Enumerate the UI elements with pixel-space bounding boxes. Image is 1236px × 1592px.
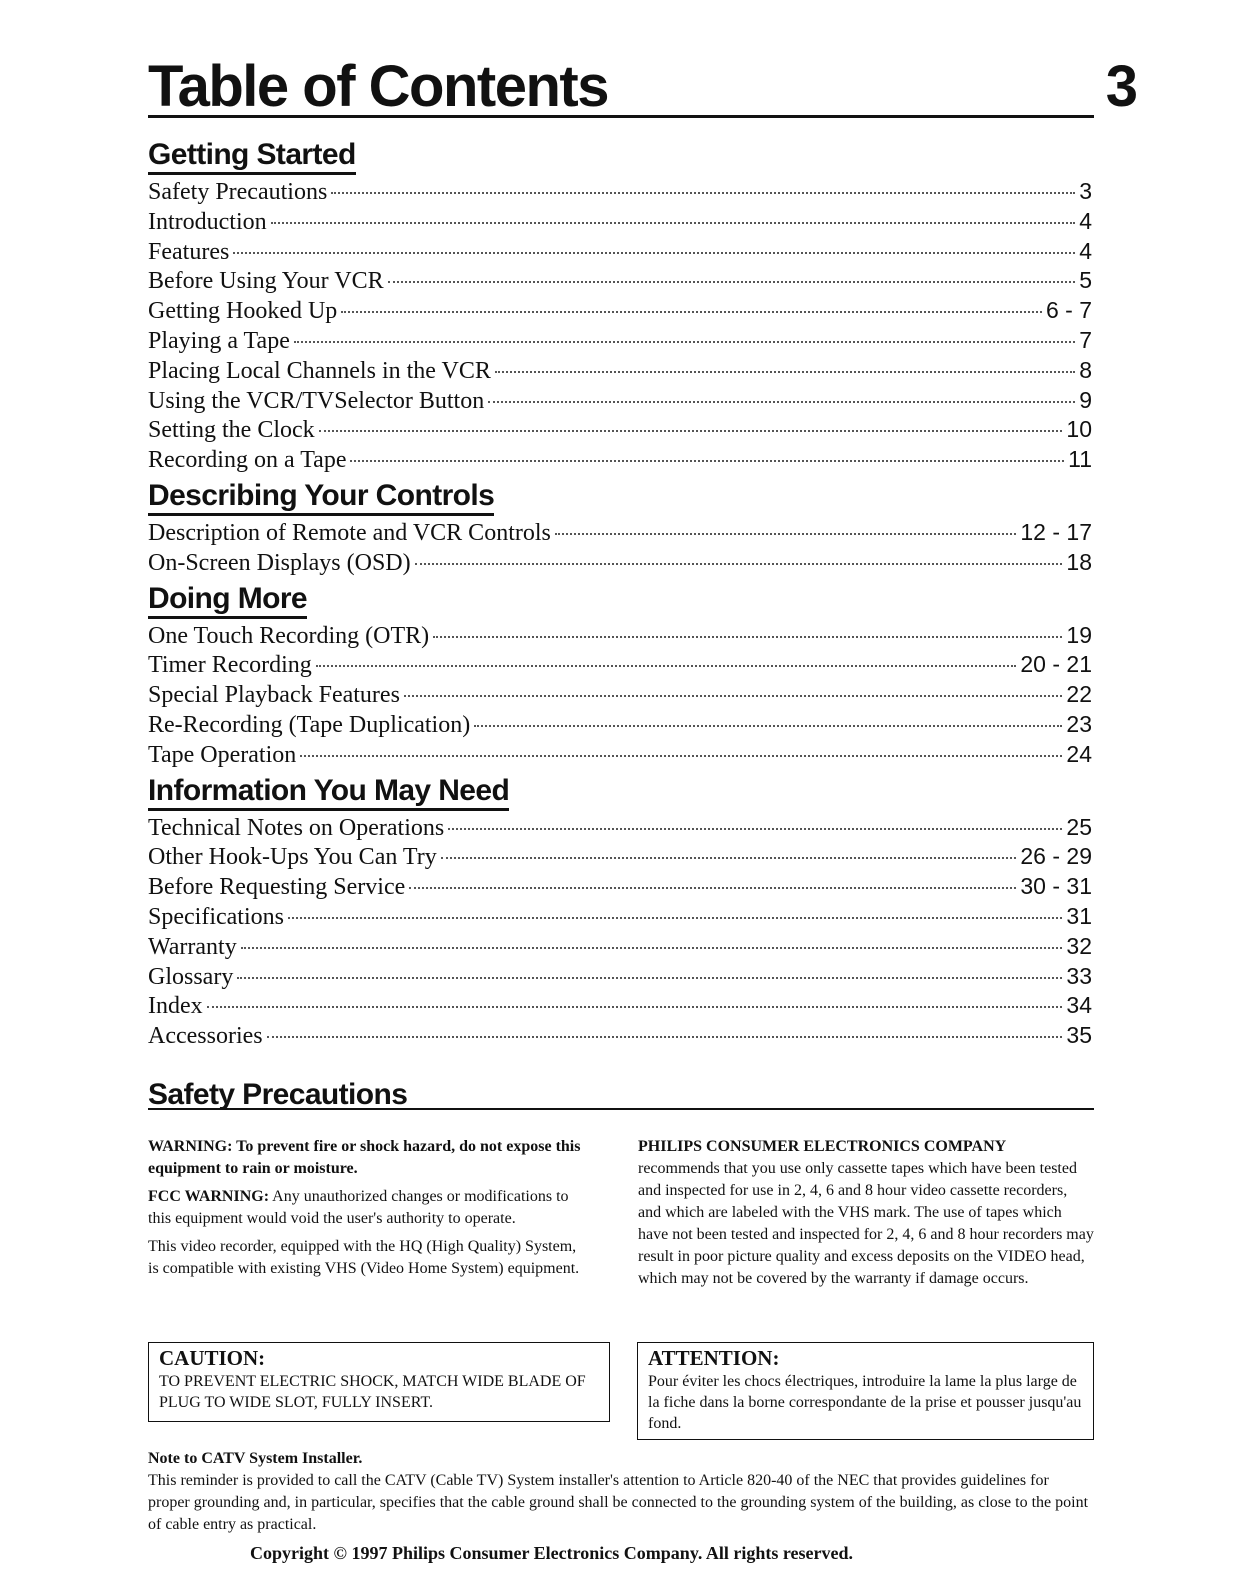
- toc-entry-label: Before Using Your VCR: [148, 268, 384, 295]
- toc-dot-leader: [294, 341, 1075, 343]
- toc-entry-page: 19: [1066, 621, 1092, 648]
- toc-entry-label: Setting the Clock: [148, 417, 315, 444]
- catv-note-text: This reminder is provided to call the CATV (Cable TV) System installer's attention to Article 820-40 of the NEC that provides guidelines for proper grounding and, in particular, specifies that the cable ground shall be connected to the grounding system of the building, as close to the point of cable entry as practical.: [148, 1472, 1089, 1533]
- toc-dot-leader: [319, 430, 1063, 432]
- toc-entry: [148, 813, 1092, 843]
- toc-dot-leader: [555, 533, 1017, 535]
- page-title: Table of Contents: [148, 54, 608, 119]
- toc-entry-label: Using the VCR/TVSelector Button: [148, 387, 485, 414]
- toc-dot-leader: [415, 563, 1063, 565]
- toc-entry: [148, 266, 1092, 296]
- philips-text: recommends that you use only cassette tapes which have been tested and inspected for use in 2, 4, 6 and 8 hour video cassette recorders, and which are labeled with the VHS mark. The use of tapes which have not been tested and inspected for 2, 4, 6 and 8 hour recorders may result in poor picture quality and excess deposits on the VIDEO head, which may not be covered by the warranty if damage occurs.: [638, 1160, 1094, 1287]
- toc-entry: [148, 650, 1092, 680]
- toc-entry-page: 22: [1066, 681, 1092, 708]
- toc-dot-leader: [233, 252, 1075, 254]
- title-rule: [148, 115, 1094, 118]
- toc-entry-page: 4: [1079, 207, 1092, 234]
- toc-entry-label: Specifications: [148, 903, 284, 930]
- fcc-warning-text: Any unauthorized changes or modifications to this equipment would void the user's authority to operate.: [148, 1188, 569, 1227]
- toc-entry-label: Re-Recording (Tape Duplication): [148, 711, 471, 738]
- toc-entry-page: 33: [1066, 962, 1092, 989]
- toc-entry: [148, 548, 1092, 578]
- toc-dot-leader: [316, 665, 1017, 667]
- toc-dot-leader: [331, 192, 1075, 194]
- toc-entry: [148, 680, 1092, 710]
- toc-dot-leader: [448, 828, 1062, 830]
- catv-note: [148, 1448, 1092, 1536]
- toc-entry-label: Tape Operation: [148, 741, 297, 768]
- toc-entry-label: Index: [148, 993, 203, 1020]
- toc-dot-leader: [404, 695, 1062, 697]
- attention-title: ATTENTION:: [648, 1346, 780, 1370]
- toc-entry-label: Introduction: [148, 208, 267, 235]
- safety-heading: Safety Precautions: [148, 1078, 408, 1111]
- toc-entry-page: 32: [1066, 932, 1092, 959]
- toc-dot-leader: [350, 460, 1064, 462]
- toc-entry-label: Warranty: [148, 933, 237, 960]
- toc-entry-page: 26 - 29: [1020, 843, 1092, 870]
- toc-section: [148, 770, 1092, 1051]
- toc-entry-label: Special Playback Features: [148, 682, 400, 709]
- toc-entry-page: 31: [1066, 902, 1092, 929]
- toc-entry-page: 25: [1066, 813, 1092, 840]
- toc-dot-leader: [271, 222, 1076, 224]
- toc-entry-label: Playing a Tape: [148, 327, 290, 354]
- toc-entry: [148, 991, 1092, 1021]
- toc-entry-page: 30 - 31: [1020, 873, 1092, 900]
- toc-list: [148, 621, 1092, 770]
- toc-entry: [148, 1021, 1092, 1051]
- toc-dot-leader: [288, 917, 1062, 919]
- toc-entry: [148, 386, 1092, 416]
- toc-dot-leader: [241, 947, 1063, 949]
- toc-entry: [148, 237, 1092, 267]
- toc-entry: [148, 842, 1092, 872]
- philips-lead: PHILIPS CONSUMER ELECTRONICS COMPANY: [638, 1138, 1007, 1155]
- hq-system-text: This video recorder, equipped with the HQ (High Quality) System, is compatible with existing VHS (Video Home System) equipment.: [148, 1238, 580, 1277]
- toc-entry: [148, 902, 1092, 932]
- toc-entry-label: Other Hook-Ups You Can Try: [148, 844, 437, 871]
- table-of-contents: [148, 134, 1092, 1051]
- toc-dot-leader: [300, 755, 1062, 757]
- attention-text: Pour éviter les chocs électriques, introduire la lame la plus large de la fiche dans la borne correspondante de la prise et pousser jusqu'au fond.: [648, 1373, 1082, 1432]
- toc-section-heading: Describing Your Controls: [148, 479, 494, 516]
- toc-entry-label: Getting Hooked Up: [148, 298, 338, 325]
- toc-entry: [148, 415, 1092, 445]
- toc-entry: [148, 872, 1092, 902]
- toc-dot-leader: [441, 857, 1017, 859]
- toc-entry: [148, 207, 1092, 237]
- toc-list: [148, 813, 1092, 1051]
- toc-entry-label: Features: [148, 238, 230, 265]
- safety-right-column: [638, 1136, 1094, 1290]
- toc-entry: [148, 326, 1092, 356]
- toc-entry: [148, 356, 1092, 386]
- toc-entry-page: 5: [1079, 267, 1092, 294]
- toc-entry-page: 20 - 21: [1020, 651, 1092, 678]
- warning-text: WARNING: To prevent fire or shock hazard, do not expose this equipment to rain or moisture.: [148, 1138, 581, 1177]
- toc-dot-leader: [341, 311, 1042, 313]
- fcc-warning: [148, 1186, 588, 1230]
- toc-entry-label: Placing Local Channels in the VCR: [148, 357, 491, 384]
- toc-entry: [148, 177, 1092, 207]
- toc-entry-page: 9: [1079, 386, 1092, 413]
- toc-section-heading: Information You May Need: [148, 774, 509, 811]
- fcc-warning-lead: FCC WARNING:: [148, 1188, 270, 1205]
- toc-entry-page: 12 - 17: [1020, 518, 1092, 545]
- toc-entry: [148, 740, 1092, 770]
- caution-box: [148, 1342, 610, 1422]
- toc-list: [148, 518, 1092, 578]
- caution-text: TO PREVENT ELECTRIC SHOCK, MATCH WIDE BLADE OF PLUG TO WIDE SLOT, FULLY INSERT.: [159, 1373, 586, 1411]
- toc-entry-page: 10: [1066, 416, 1092, 443]
- toc-entry-page: 6 - 7: [1045, 297, 1092, 324]
- page-number: 3: [1105, 54, 1138, 119]
- caution-title: CAUTION:: [159, 1346, 266, 1370]
- toc-entry-page: 34: [1066, 992, 1092, 1019]
- toc-entry-label: Accessories: [148, 1023, 263, 1050]
- toc-dot-leader: [474, 725, 1062, 727]
- toc-entry: [148, 621, 1092, 651]
- toc-entry-page: 11: [1068, 446, 1092, 473]
- toc-entry-page: 8: [1079, 356, 1092, 383]
- toc-entry-page: 23: [1066, 710, 1092, 737]
- toc-section: [148, 134, 1092, 475]
- safety-heading-wrap: [148, 1078, 1092, 1116]
- toc-entry-label: On-Screen Displays (OSD): [148, 549, 411, 576]
- safety-precautions-section: [148, 1078, 1094, 1563]
- toc-dot-leader: [433, 636, 1062, 638]
- toc-entry-label: One Touch Recording (OTR): [148, 622, 430, 649]
- toc-entry: [148, 445, 1092, 475]
- toc-entry-label: Glossary: [148, 963, 234, 990]
- toc-entry-label: Description of Remote and VCR Controls: [148, 519, 551, 546]
- toc-section-heading: Doing More: [148, 582, 307, 619]
- toc-entry: [148, 710, 1092, 740]
- toc-entry: [148, 518, 1092, 548]
- toc-entry-label: Before Requesting Service: [148, 874, 406, 901]
- toc-dot-leader: [237, 977, 1062, 979]
- toc-entry-page: 7: [1079, 326, 1092, 353]
- toc-entry-page: 35: [1066, 1022, 1092, 1049]
- toc-entry-page: 4: [1079, 237, 1092, 264]
- toc-entry: [148, 296, 1092, 326]
- toc-list: [148, 177, 1092, 475]
- copyright-notice: Copyright © 1997 Philips Consumer Electronics Company. All rights reserved.: [250, 1543, 853, 1563]
- toc-dot-leader: [495, 371, 1075, 373]
- toc-entry-label: Recording on a Tape: [148, 447, 347, 474]
- toc-dot-leader: [388, 281, 1076, 283]
- toc-dot-leader: [207, 1006, 1063, 1008]
- toc-section-heading: Getting Started: [148, 138, 356, 175]
- safety-rule: [148, 1108, 1094, 1110]
- toc-section: [148, 475, 1092, 578]
- toc-dot-leader: [409, 887, 1016, 889]
- toc-dot-leader: [488, 401, 1075, 403]
- toc-entry: [148, 962, 1092, 992]
- toc-section: [148, 578, 1092, 770]
- toc-entry-label: Safety Precautions: [148, 179, 328, 205]
- attention-box: [637, 1342, 1094, 1440]
- safety-left-column: [148, 1136, 588, 1286]
- toc-entry-page: 24: [1066, 740, 1092, 767]
- page-header: [148, 52, 1138, 122]
- toc-entry-page: 18: [1066, 548, 1092, 575]
- catv-note-title: Note to CATV System Installer.: [148, 1450, 363, 1467]
- toc-entry-page: 3: [1079, 178, 1092, 204]
- toc-entry-label: Technical Notes on Operations: [148, 814, 445, 841]
- toc-entry: [148, 932, 1092, 962]
- toc-entry-label: Timer Recording: [148, 652, 312, 679]
- toc-dot-leader: [267, 1036, 1063, 1038]
